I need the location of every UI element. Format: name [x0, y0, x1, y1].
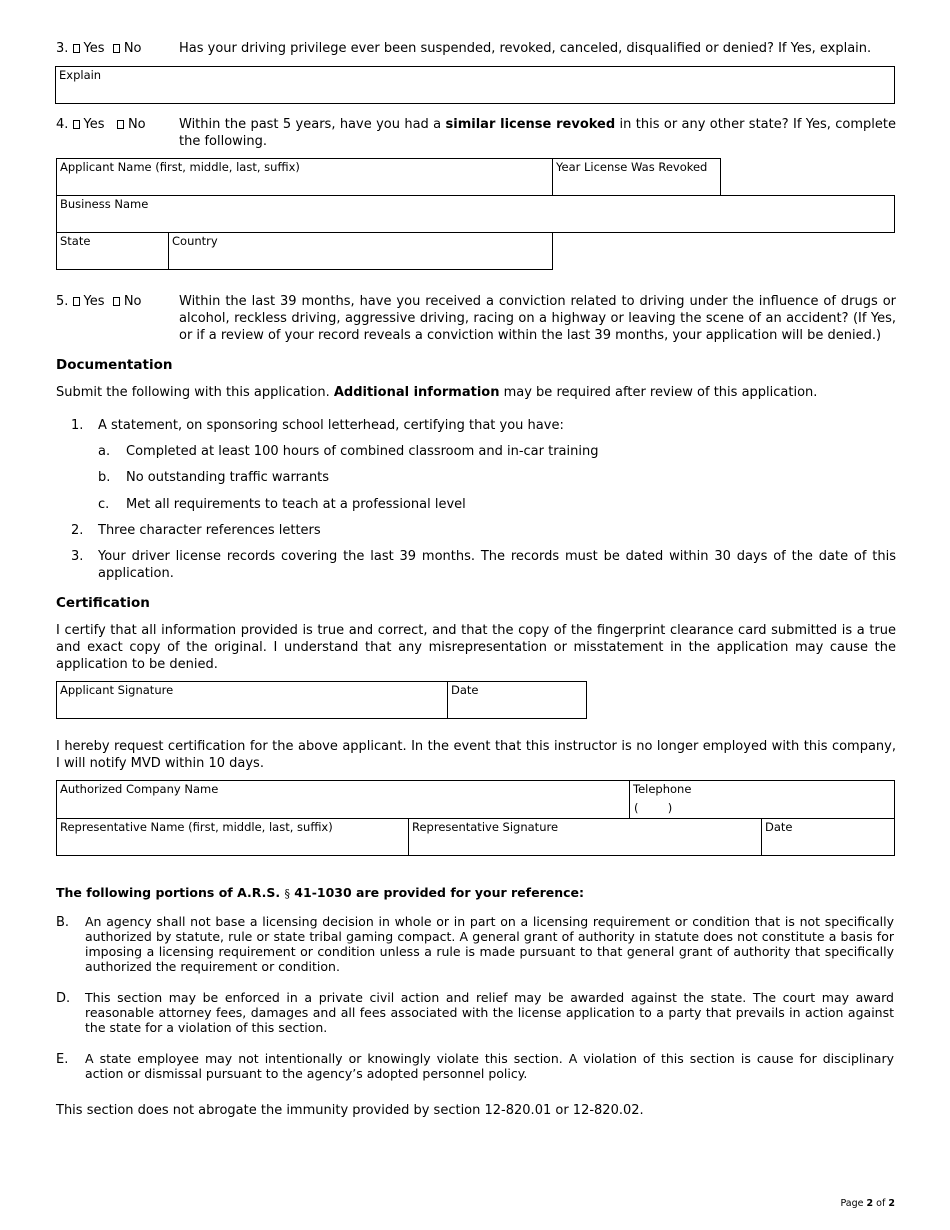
documentation-heading: Documentation — [56, 357, 173, 373]
list-marker: a. — [98, 444, 111, 459]
telephone-field[interactable] — [629, 780, 895, 819]
no-checkbox[interactable] — [113, 297, 120, 306]
list-marker: b. — [98, 470, 111, 485]
reference-marker: B. — [56, 915, 70, 930]
list-marker: 3. — [71, 549, 84, 564]
country-label: Country — [172, 234, 218, 248]
date-field[interactable] — [447, 681, 587, 719]
applicant-name-label: Applicant Name (first, middle, last, suffix) — [60, 160, 300, 174]
certification-heading: Certification — [56, 595, 150, 611]
page-number: Page 2 of 2 — [840, 1198, 895, 1209]
certification-text: I certify that all information provided is true and correct, and that the copy of the fingerprint clearance card submitted is a true and exact copy of the original. I understand that any misrepresentation or misstatement in the application may cause the application to be denied. — [56, 623, 896, 672]
list-item — [71, 522, 896, 539]
list-text: Three character references letters — [98, 523, 321, 538]
applicant-signature-label: Applicant Signature — [60, 683, 174, 697]
company-name-label: Authorized Company Name — [60, 782, 219, 796]
question-text: Has your driving privilege ever been suspended, revoked, canceled, disqualified or denied? If Yes, explain. — [179, 41, 872, 56]
yes-label: Yes — [83, 117, 105, 132]
question-text: Within the last 39 months, have you received a conviction related to driving under the influence of drugs or alcohol, reckless driving, aggressive driving, racing on a highway or leaving the scene of an accident? (If Yes, or if a review of your record reveals a conviction within the last 39 months, your application will be denied.) — [179, 294, 896, 343]
list-marker: 1. — [71, 418, 84, 433]
reference-item — [56, 990, 894, 1035]
list-text: Your driver license records covering the last 39 months. The records must be dated within 30 days of the date of this application. — [98, 549, 896, 581]
reference-marker: D. — [56, 991, 71, 1006]
list-text: Met all requirements to teach at a professional level — [126, 497, 466, 512]
yes-checkbox[interactable] — [73, 44, 80, 53]
list-marker: 2. — [71, 523, 84, 538]
list-item — [98, 496, 896, 513]
country-field[interactable] — [168, 232, 553, 270]
area-code-parens: ( ) — [634, 801, 673, 815]
no-checkbox[interactable] — [117, 120, 124, 129]
reference-text: An agency shall not base a licensing decision in whole or in part on a licensing requirement or condition that is not specifically authorized by statute, rule or state tribal gaming compact. A general grant of authority in statute does not constitute a basis for imposing a licensing requirement or condition unless a rule is made pursuant to that general grant of authority that specifically authorized the requirement or condition. — [85, 914, 894, 974]
list-item — [71, 548, 896, 582]
business-name-field[interactable] — [56, 195, 895, 233]
date-label: Date — [765, 820, 793, 834]
list-item — [98, 443, 896, 460]
question-text: Within the past 5 years, have you had a similar license revoked in this or any other state? If Yes, complete the following. — [179, 117, 896, 149]
rep-date-field[interactable] — [761, 818, 895, 856]
list-marker: c. — [98, 497, 110, 512]
list-item — [71, 417, 896, 434]
emphasis-text: Additional information — [333, 385, 500, 400]
year-revoked-label: Year License Was Revoked — [556, 160, 708, 174]
reference-item — [56, 914, 894, 974]
reference-heading: The following portions of A.R.S. § 41-1030 are provided for your reference: — [56, 885, 584, 900]
list-item — [98, 469, 896, 486]
business-name-label: Business Name — [60, 197, 149, 211]
state-label: State — [60, 234, 91, 248]
yes-label: Yes — [83, 41, 105, 56]
yes-label: Yes — [83, 294, 105, 309]
company-name-field[interactable] — [56, 780, 630, 819]
state-field[interactable] — [56, 232, 169, 270]
telephone-label: Telephone — [633, 782, 692, 796]
question-number: 3. — [56, 41, 69, 56]
question-5 — [56, 293, 896, 344]
explain-field[interactable] — [55, 66, 895, 104]
date-label: Date — [451, 683, 479, 697]
question-number: 4. — [56, 117, 69, 132]
rep-name-field[interactable] — [56, 818, 409, 856]
question-4 — [56, 116, 896, 150]
rep-signature-field[interactable] — [408, 818, 762, 856]
applicant-name-field[interactable] — [56, 158, 553, 196]
no-label: No — [123, 294, 142, 309]
rep-name-label: Representative Name (first, middle, last, suffix) — [60, 820, 333, 834]
reference-item — [56, 1051, 894, 1081]
yes-checkbox[interactable] — [73, 297, 80, 306]
emphasis-text: similar license revoked — [445, 117, 616, 132]
list-text: A statement, on sponsoring school letterhead, certifying that you have: — [98, 418, 564, 433]
question-number: 5. — [56, 294, 69, 309]
explain-label: Explain — [59, 68, 102, 82]
reference-closing: This section does not abrogate the immunity provided by section 12-820.01 or 12-820.02. — [56, 1103, 644, 1118]
rep-signature-label: Representative Signature — [412, 820, 559, 834]
reference-text: A state employee may not intentionally or knowingly violate this section. A violation of this section is cause for disciplinary action or dismissal pursuant to the agency’s adopted personnel policy. — [85, 1051, 894, 1081]
no-checkbox[interactable] — [113, 44, 120, 53]
list-text: Completed at least 100 hours of combined classroom and in-car training — [126, 444, 599, 459]
no-label: No — [123, 41, 142, 56]
applicant-signature-field[interactable] — [56, 681, 448, 719]
reference-text: This section may be enforced in a private civil action and relief may be awarded against the state. The court may award reasonable attorney fees, damages and all fees associated with the license application to a party that prevails in action against the state for a violation of this section. — [85, 990, 894, 1035]
no-label: No — [127, 117, 146, 132]
documentation-intro: Submit the following with this application. Additional information may be required after review of this application. — [56, 385, 818, 400]
list-text: No outstanding traffic warrants — [126, 470, 330, 485]
question-3 — [56, 40, 896, 57]
section-sign: § — [284, 887, 290, 900]
reference-marker: E. — [56, 1052, 69, 1067]
request-text: I hereby request certification for the above applicant. In the event that this instructor is no longer employed with this company, I will notify MVD within 10 days. — [56, 739, 896, 771]
year-revoked-field[interactable] — [552, 158, 721, 196]
yes-checkbox[interactable] — [73, 120, 80, 129]
